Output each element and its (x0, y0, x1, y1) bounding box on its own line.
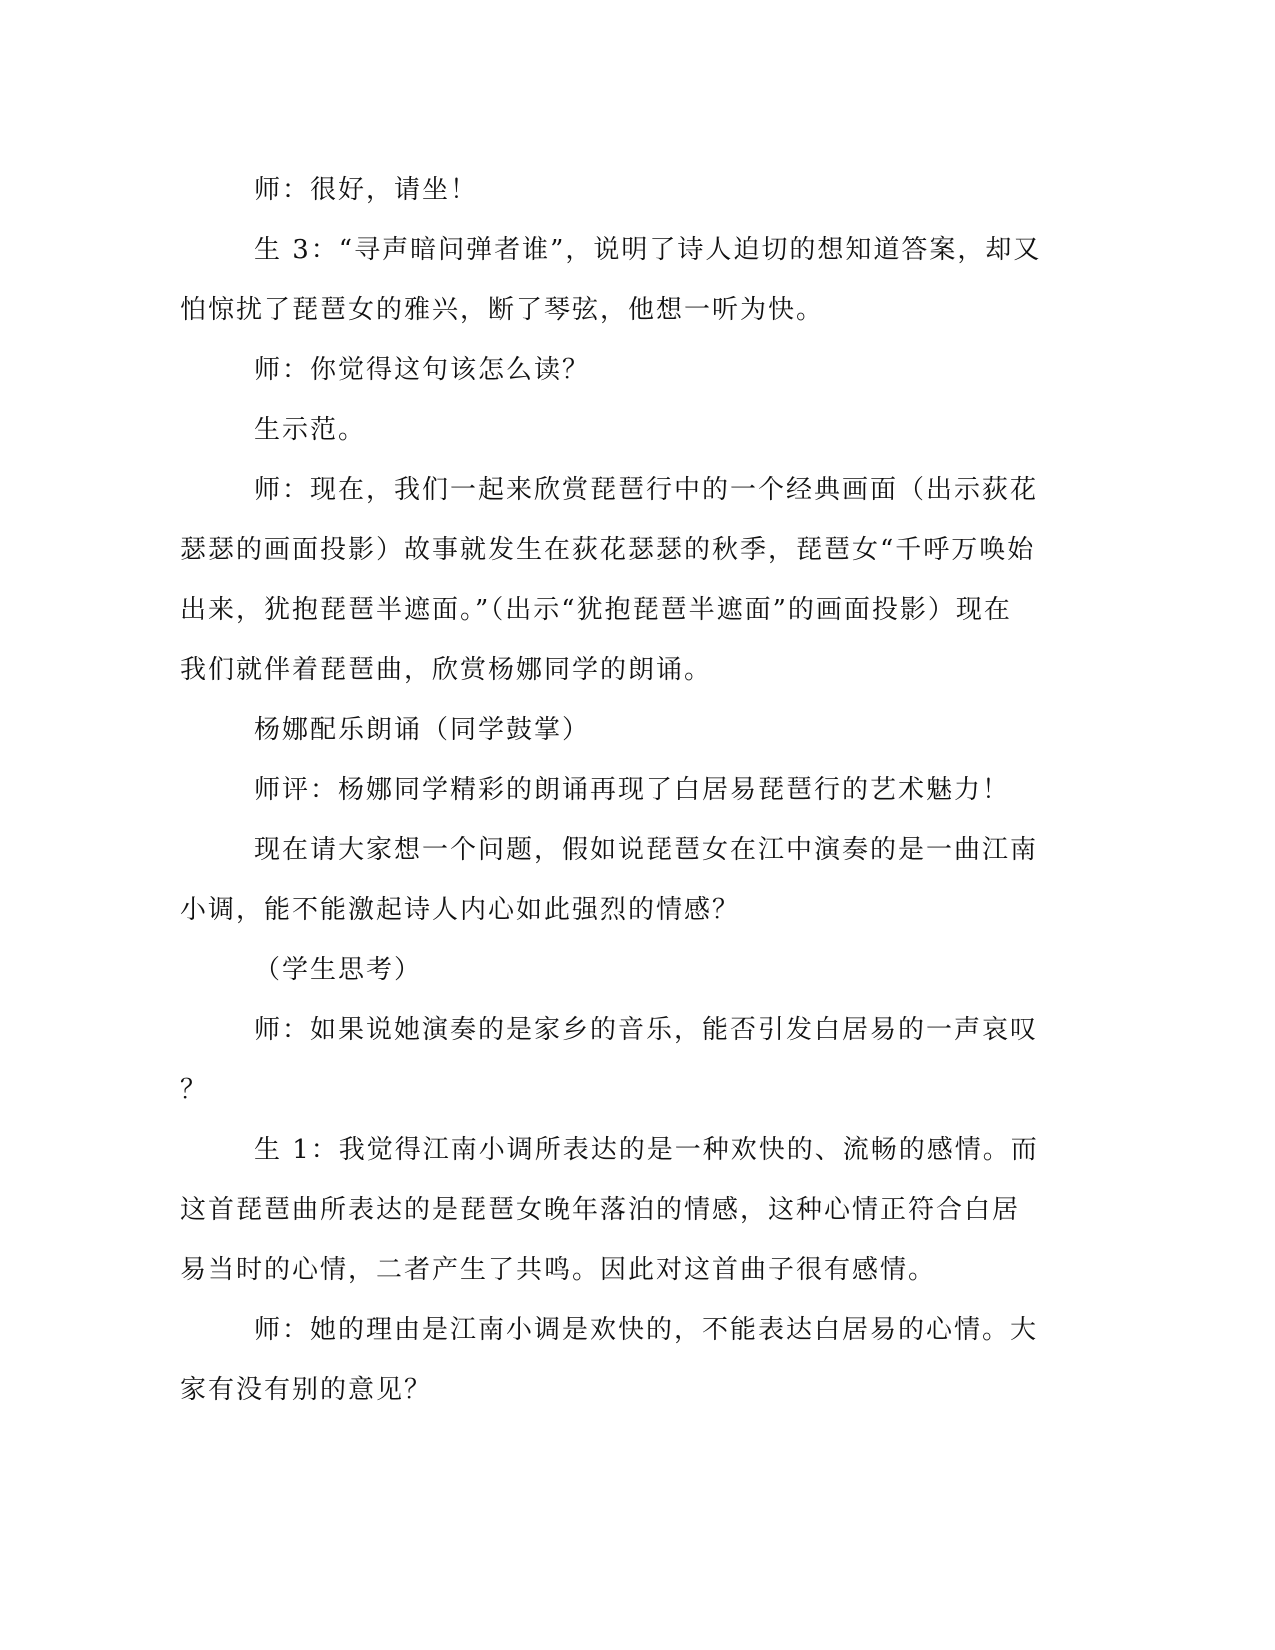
text-line: 生示范。 (254, 415, 367, 445)
text-line: 这首琵琶曲所表达的是琵琶女晚年落泊的情感，这种心情正符合白居 (180, 1195, 1021, 1225)
document-body (180, 160, 1040, 1420)
text-line: 师：现在，我们一起来欣赏琵琶行中的一个经典画面（出示荻花 (254, 475, 1039, 505)
text-line: 师：你觉得这句该怎么读？ (254, 355, 591, 385)
text-line: 师：很好，请坐！ (254, 175, 479, 205)
text-line: 现在请大家想一个问题，假如说琵琶女在江中演奏的是一曲江南 (254, 835, 1039, 865)
text-line: （学生思考） (254, 955, 423, 985)
text-line: 怕惊扰了琵琶女的雅兴，断了琴弦，他想一听为快。 (180, 295, 825, 325)
text-line: ？ (180, 1075, 209, 1105)
text-line: 我们就伴着琵琶曲，欣赏杨娜同学的朗诵。 (180, 655, 713, 685)
text-line: 师：如果说她演奏的是家乡的音乐，能否引发白居易的一声哀叹 (254, 1015, 1039, 1045)
text-line: 家有没有别的意见？ (180, 1375, 433, 1405)
text-line: 生 3：“寻声暗问弹者谁”，说明了诗人迫切的想知道答案，却又 (254, 235, 1042, 265)
text-line: 易当时的心情，二者产生了共鸣。因此对这首曲子很有感情。 (180, 1255, 937, 1285)
text-line: 师评：杨娜同学精彩的朗诵再现了白居易琵琶行的艺术魅力！ (254, 775, 1011, 805)
text-line: 杨娜配乐朗诵（同学鼓掌） (254, 715, 591, 745)
text-line: 小调，能不能激起诗人内心如此强烈的情感？ (180, 895, 741, 925)
text-line: 出来，犹抱琵琶半遮面。”（出示“犹抱琵琶半遮面”的画面投影）现在 (180, 595, 1012, 625)
text-line: 瑟瑟的画面投影）故事就发生在荻花瑟瑟的秋季，琵琶女“千呼万唤始 (180, 535, 1036, 565)
text-line: 师：她的理由是江南小调是欢快的，不能表达白居易的心情。大 (254, 1315, 1039, 1345)
text-line: 生 1：我觉得江南小调所表达的是一种欢快的、流畅的感情。而 (254, 1135, 1039, 1165)
